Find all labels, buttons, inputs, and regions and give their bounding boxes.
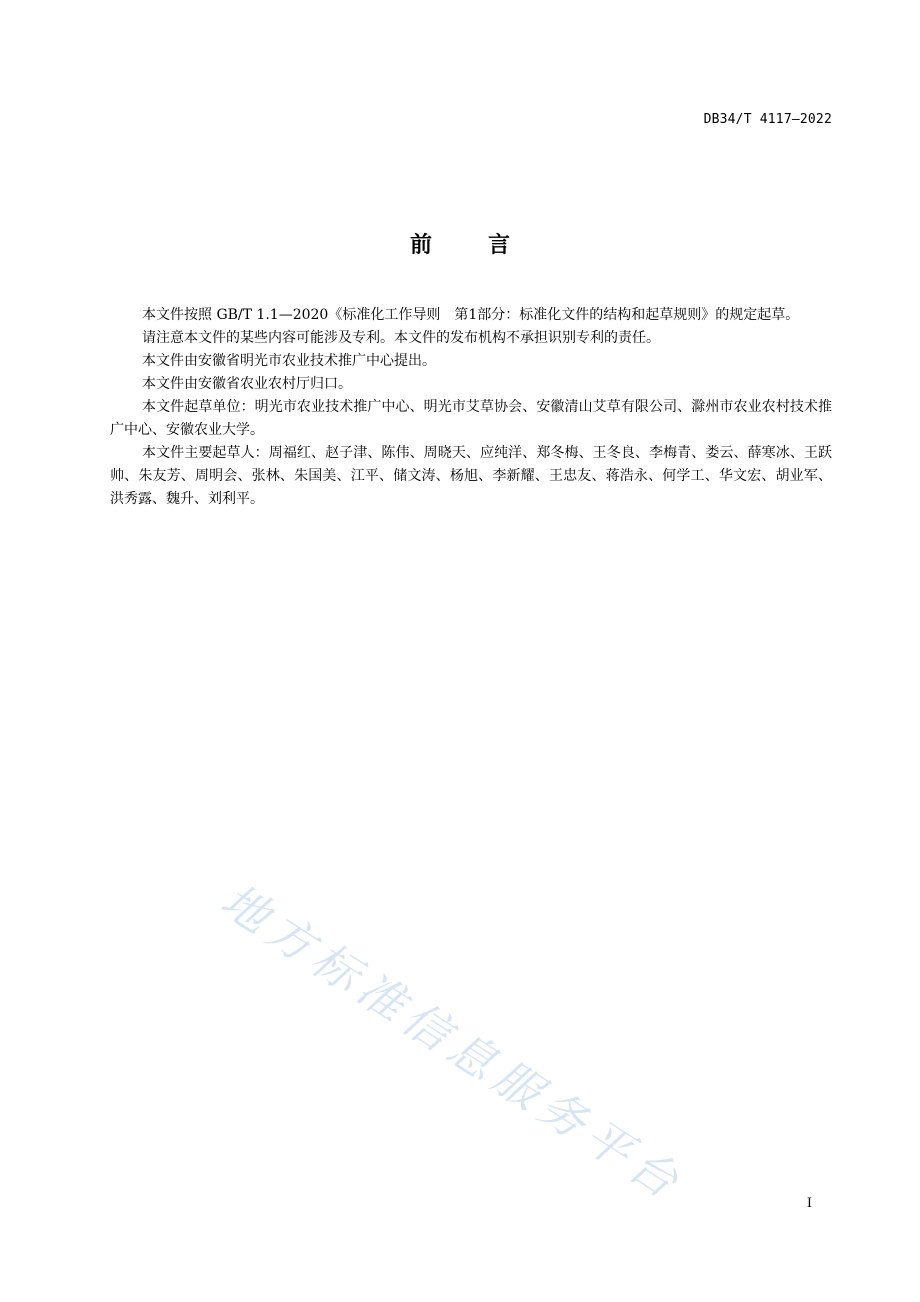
section-title-char-1: 前	[409, 233, 432, 258]
section-title	[0, 228, 920, 259]
watermark: 地方标准信息服务平台	[211, 872, 694, 1213]
paragraph-drafting-rules: 本文件按照 GB/T 1.1—2020《标准化工作导则 第1部分：标准化文件的结构和起草规则》的规定起草。	[142, 307, 800, 323]
paragraph-patent-notice: 请注意本文件的某些内容可能涉及专利。本文件的发布机构不承担识别专利的责任。	[142, 330, 660, 346]
page-number: I	[806, 1196, 812, 1211]
paragraph-drafting-units: 本文件起草单位：明光市农业技术推广中心、明光市艾草协会、安徽清山艾草有限公司、滁州市农业农村技术推广中心、安徽农业大学。	[110, 399, 832, 438]
foreword-body	[110, 304, 832, 511]
paragraph-drafters: 本文件主要起草人：周福红、赵子津、陈伟、周晓天、应纯洋、郑冬梅、王冬良、李梅青、娄云、薛寒冰、王跃帅、朱友芳、周明会、张林、朱国美、江平、储文涛、杨旭、李新耀、王忠友、蒋浩永、何学工、华文宏、胡业军、洪秀露、魏升、刘利平。	[110, 445, 832, 507]
paragraph-proposer: 本文件由安徽省明光市农业技术推广中心提出。	[142, 353, 436, 369]
paragraph-administrator: 本文件由安徽省农业农村厅归口。	[142, 376, 352, 392]
section-title-char-2: 言	[488, 233, 511, 258]
document-code: DB34/T 4117—2022	[703, 112, 832, 127]
